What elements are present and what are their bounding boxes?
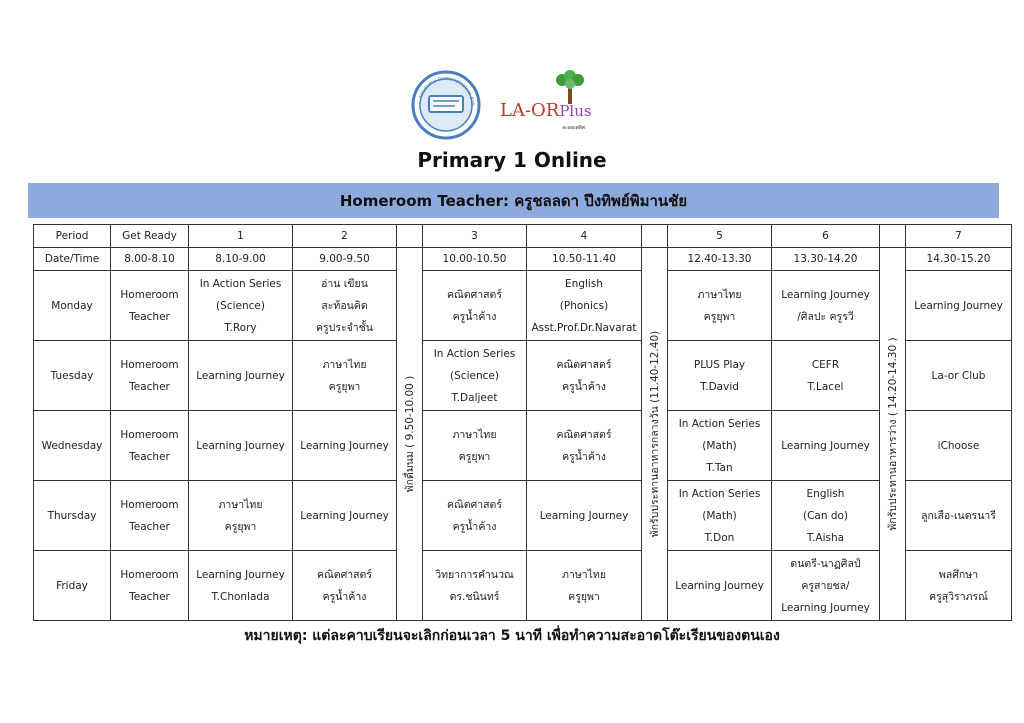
class-cell — [527, 481, 642, 551]
period-header: 3 — [423, 225, 527, 248]
class-cell-line: ภาษาไทย — [218, 498, 263, 511]
class-cell-line: ครูสายชล/ — [801, 579, 850, 592]
class-cell-line: T.Don — [704, 531, 735, 544]
class-cell — [111, 551, 189, 621]
class-cell-line: ครูยุพา — [458, 450, 491, 463]
class-cell-line: T.Rory — [224, 321, 257, 334]
class-cell — [189, 481, 293, 551]
class-cell-line: Learning Journey — [781, 288, 870, 301]
class-cell-line: Homeroom — [120, 358, 179, 371]
class-cell — [906, 481, 1012, 551]
timetable — [33, 224, 1012, 621]
class-cell-line: T.Tan — [706, 461, 733, 474]
class-cell-line: ครูน้ำค้าง — [452, 520, 497, 533]
class-cell-line: ภาษาไทย — [562, 568, 606, 581]
time-header: 13.30-14.20 — [772, 248, 880, 271]
class-cell-line: English — [565, 277, 603, 290]
period-header: 7 — [906, 225, 1012, 248]
class-cell-line: คณิตศาสตร์ — [556, 358, 612, 371]
class-cell-line: วิทยาการคำนวณ — [435, 568, 514, 581]
class-cell-line: ดร.ชนินทร์ — [449, 590, 500, 603]
class-cell — [772, 411, 880, 481]
class-cell — [423, 271, 527, 341]
class-cell — [293, 551, 397, 621]
homeroom-teacher-banner: Homeroom Teacher: ครูชลลดา ปึงทิพย์พิมานชัย — [28, 183, 999, 218]
class-cell-line: ครูน้ำค้าง — [322, 590, 367, 603]
break-column-cell — [642, 225, 668, 248]
tree-icon — [550, 70, 590, 104]
class-cell-line: (Math) — [702, 439, 737, 452]
time-header: 10.00-10.50 — [423, 248, 527, 271]
class-cell-line: T.Daljeet — [451, 391, 498, 404]
class-cell-line: Homeroom — [120, 498, 179, 511]
class-cell-line: ภาษาไทย — [452, 428, 497, 441]
period-row — [34, 225, 1012, 248]
class-cell-line: Learning Journey — [781, 601, 870, 614]
class-cell — [668, 411, 772, 481]
class-cell-line: Teacher — [129, 310, 170, 323]
school-seal-logo — [411, 70, 481, 140]
class-cell-line: ครูน้ำค้าง — [452, 310, 497, 323]
time-header: 14.30-15.20 — [906, 248, 1012, 271]
class-cell — [772, 341, 880, 411]
class-cell-line: Asst.Prof.Dr.Navarat — [531, 321, 637, 334]
class-cell-line: Teacher — [129, 520, 170, 533]
time-row — [34, 248, 1012, 271]
la-or-plus-logo — [500, 70, 625, 140]
note: หมายเหตุ: แต่ละคาบเรียนจะเลิกก่อนเวลา 5 นาที เพื่อทำความสะอาดโต๊ะเรียนของตนเอง — [244, 628, 780, 644]
class-cell-line: La-or Club — [931, 369, 986, 382]
period-header: 6 — [772, 225, 880, 248]
period-header: 5 — [668, 225, 772, 248]
day-label: Tuesday — [34, 341, 111, 411]
class-cell-line: ครูประจำชั้น — [316, 321, 373, 334]
class-cell-line: T.Lacel — [807, 380, 844, 393]
class-cell-line: ดนตรี-นาฏศิลป์ — [790, 557, 861, 570]
class-cell-line: Homeroom — [120, 288, 179, 301]
class-cell-line: Teacher — [129, 590, 170, 603]
class-cell-line: Learning Journey — [300, 509, 389, 522]
class-cell — [111, 481, 189, 551]
table-row — [34, 271, 1012, 341]
break-label: พักรับประทานอาหารกลางวัน (11.40-12.40) — [648, 330, 661, 538]
period-label: Period — [34, 225, 111, 248]
class-cell-line: PLUS Play — [693, 358, 746, 371]
class-cell-line: (Math) — [702, 509, 737, 522]
class-cell — [527, 551, 642, 621]
day-label: Thursday — [34, 481, 111, 551]
class-cell-line: ครูน้ำค้าง — [562, 450, 606, 463]
class-cell — [111, 411, 189, 481]
time-header: 8.00-8.10 — [111, 248, 189, 271]
class-cell-line: English — [806, 487, 845, 500]
class-cell-line: In Action Series — [433, 347, 516, 360]
class-cell — [906, 551, 1012, 621]
day-label: Wednesday — [34, 411, 111, 481]
class-cell — [189, 341, 293, 411]
class-cell-line: Learning Journey — [539, 509, 629, 522]
class-cell-line: ลูกเสือ-เนตรนารี — [921, 509, 996, 522]
time-label: Date/Time — [34, 248, 111, 271]
period-header: Get Ready — [111, 225, 189, 248]
class-cell-line: iChoose — [937, 439, 980, 452]
class-cell — [293, 271, 397, 341]
class-cell-line: Learning Journey — [196, 568, 285, 581]
class-cell-line: /ศิลปะ ครูรวี — [797, 310, 854, 323]
class-cell — [111, 271, 189, 341]
class-cell-line: T.David — [700, 380, 739, 393]
class-cell — [906, 341, 1012, 411]
time-header: 8.10-9.00 — [189, 248, 293, 271]
break-column — [880, 248, 906, 621]
class-cell — [423, 411, 527, 481]
svg-text:Academy Demonstration School: Academy Demonstration Sch — [417, 75, 476, 107]
class-cell — [668, 481, 772, 551]
period-header: 4 — [527, 225, 642, 248]
class-cell-line: Learning Journey — [781, 439, 870, 452]
class-cell-line: Homeroom — [120, 428, 179, 441]
class-cell — [668, 341, 772, 411]
class-cell-line: T.Chonlada — [211, 590, 270, 603]
time-header: 9.00-9.50 — [293, 248, 397, 271]
class-cell-line: Learning Journey — [196, 439, 285, 452]
class-cell-line: ภาษาไทย — [697, 288, 742, 301]
class-cell-line: คณิตศาสตร์ — [446, 498, 502, 511]
class-cell-line: Homeroom — [120, 568, 179, 581]
class-cell-line: (Science) — [450, 369, 499, 382]
class-cell-line: คณิตศาสตร์ — [556, 428, 612, 441]
class-cell-line: Learning Journey — [675, 579, 764, 592]
break-label: พักดื่มนม ( 9.50-10.00 ) — [403, 375, 416, 493]
class-cell — [293, 411, 397, 481]
period-header: 2 — [293, 225, 397, 248]
class-cell-line: Learning Journey — [300, 439, 389, 452]
logo-area — [0, 70, 1024, 140]
class-cell-line: Learning Journey — [196, 369, 285, 382]
class-cell-line: ครูยุพา — [568, 590, 600, 603]
brand-subtext: ละออเพลิศ — [562, 125, 585, 131]
class-cell-line: อ่าน เขียน — [321, 277, 368, 290]
break-column — [642, 248, 668, 621]
class-cell-line: Teacher — [129, 380, 170, 393]
break-column-cell — [397, 225, 423, 248]
day-label: Friday — [34, 551, 111, 621]
class-cell — [189, 411, 293, 481]
class-cell-line: (Can do) — [802, 509, 849, 522]
class-cell-line: ครูยุพา — [328, 380, 361, 393]
table-row — [34, 551, 1012, 621]
class-cell-line: Teacher — [129, 450, 170, 463]
day-label: Monday — [34, 271, 111, 341]
class-cell — [906, 271, 1012, 341]
class-cell — [772, 481, 880, 551]
break-column-cell — [880, 225, 906, 248]
class-cell-line: (Phonics) — [559, 299, 609, 312]
class-cell — [293, 481, 397, 551]
break-label: พักรับประทานอาหารว่าง ( 14.20-14.30 ) — [886, 337, 899, 531]
class-cell — [189, 551, 293, 621]
class-cell-line: (Science) — [216, 299, 265, 312]
class-cell-line: คณิตศาสตร์ — [316, 568, 372, 581]
break-column — [397, 248, 423, 621]
period-header: 1 — [189, 225, 293, 248]
class-cell-line: ครูยุพา — [224, 520, 257, 533]
class-cell-line: T.Aisha — [806, 531, 845, 544]
class-cell — [668, 271, 772, 341]
class-cell — [189, 271, 293, 341]
class-cell-line: พลศึกษา — [938, 568, 979, 581]
class-cell — [527, 341, 642, 411]
class-cell — [906, 411, 1012, 481]
class-cell-line: In Action Series — [678, 487, 761, 500]
class-cell-line: ครูยุพา — [703, 310, 736, 323]
class-cell — [668, 551, 772, 621]
class-cell-line: Learning Journey — [914, 299, 1003, 312]
brand-name: LA-ORPlus — [500, 100, 592, 121]
class-cell — [772, 271, 880, 341]
time-header: 12.40-13.30 — [668, 248, 772, 271]
class-cell — [111, 341, 189, 411]
table-row — [34, 411, 1012, 481]
class-cell — [527, 411, 642, 481]
class-cell — [423, 481, 527, 551]
class-cell — [527, 271, 642, 341]
table-row — [34, 481, 1012, 551]
class-cell — [772, 551, 880, 621]
class-cell-line: In Action Series — [199, 277, 282, 290]
class-cell — [293, 341, 397, 411]
class-cell — [423, 551, 527, 621]
time-header: 10.50-11.40 — [527, 248, 642, 271]
class-cell-line: CEFR — [811, 358, 840, 371]
table-row — [34, 341, 1012, 411]
class-cell-line: In Action Series — [678, 417, 761, 430]
page-title: Primary 1 Online — [417, 148, 607, 172]
class-cell-line: ภาษาไทย — [322, 358, 367, 371]
class-cell — [423, 341, 527, 411]
class-cell-line: สะท้อนคิด — [321, 299, 368, 312]
class-cell-line: ครูน้ำค้าง — [562, 380, 606, 393]
class-cell-line: คณิตศาสตร์ — [446, 288, 502, 301]
class-cell-line: ครูสุวิราภรณ์ — [929, 590, 988, 603]
